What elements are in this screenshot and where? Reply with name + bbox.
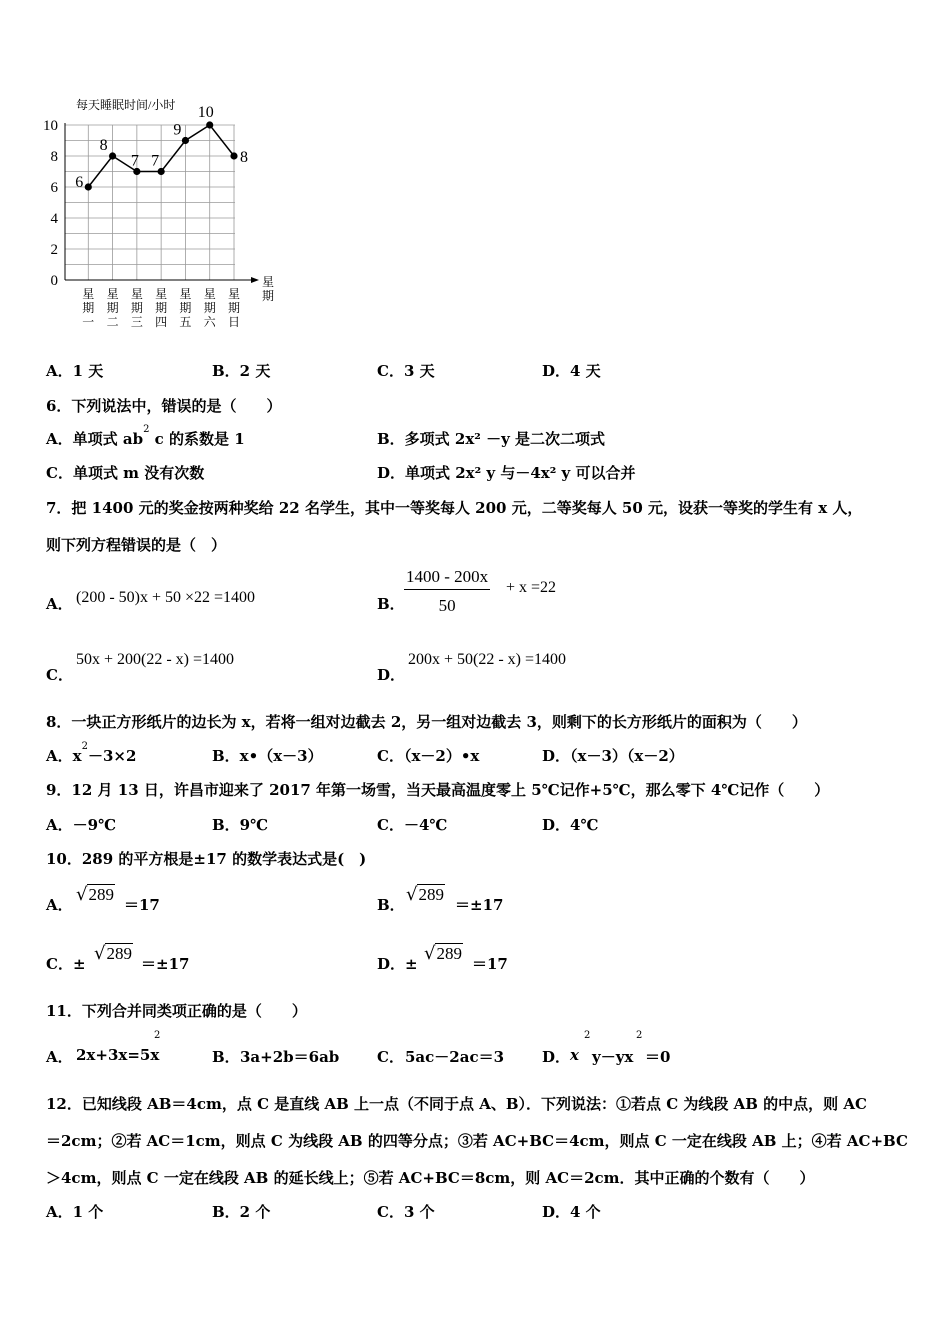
q5-option-c: C．3 天 (377, 362, 435, 380)
x-tick-label: 四 (155, 315, 168, 329)
q11-option-c-label: C． (377, 1048, 404, 1066)
q5-option-b: B．2 天 (212, 362, 271, 380)
q7-option-b-rest: + x =22 (506, 579, 557, 596)
q7-stem-line2: 则下列方程错误的是（ ） (46, 536, 227, 554)
q7-option-a-label: A． (46, 595, 73, 613)
q10-option-d-expr (424, 943, 463, 964)
q7-option-c-label: C． (46, 666, 73, 684)
x-tick-label: 星 (130, 287, 143, 301)
data-point (206, 121, 213, 128)
x-tick-label: 期 (155, 301, 168, 315)
y-tick-label: 6 (50, 180, 58, 196)
q11-option-d-x: x (570, 1046, 579, 1064)
q7-option-d-equation: 200x + 50(22 - x) =1400 (408, 651, 567, 668)
x-tick-label: 期 (82, 301, 95, 315)
q5-option-a: A．1 天 (46, 362, 104, 380)
data-point (85, 183, 92, 190)
q10-stem: 10．289 的平方根是±17 的数学表达式是( ) (46, 850, 367, 868)
y-tick-label: 8 (50, 149, 58, 165)
data-label: 8 (240, 149, 248, 166)
sqrt-289: √289 (424, 943, 462, 964)
q11-option-b-label: B． (212, 1048, 240, 1066)
q12-option-c: C．3 个 (377, 1203, 435, 1221)
x-axis-ticks (82, 287, 240, 329)
q10-option-b-value: ＝±17 (455, 896, 504, 914)
q6-option-c: C．单项式 m 没有次数 (46, 464, 205, 482)
sqrt-289: √289 (94, 943, 132, 964)
sqrt-289: √289 (406, 884, 444, 905)
fraction-numerator: 1400 - 200x (404, 567, 490, 590)
x-tick-label: 六 (203, 315, 216, 329)
q12-stem-line1: 12．已知线段 AB＝4cm，点 C 是直线 AB 上一点（不同于点 A、B）．下列说法：①若点 C 为线段 AB 的中点，则 AC (46, 1095, 867, 1113)
x-tick-label: 期 (130, 301, 143, 315)
sleep-series (75, 104, 248, 191)
q6-option-b: B．多项式 2x² －y 是二次二项式 (377, 430, 606, 448)
q9-option-d: D．4℃ (542, 816, 599, 834)
q8-option-b: B．x•（x－3） (212, 747, 323, 765)
q9-option-b: B．9℃ (212, 816, 269, 834)
q10-option-c-label: C．± (46, 955, 86, 973)
x-tick-label: 期 (203, 301, 216, 315)
x-tick-label: 星 (155, 287, 168, 301)
q6-stem: 6．下列说法中，错误的是（ ） (46, 397, 282, 415)
x-tick-label: 二 (106, 315, 119, 329)
sleep-time-line-chart (40, 95, 330, 335)
data-point (182, 137, 189, 144)
q11-option-b-expr: 3a+2b＝6ab (240, 1048, 340, 1066)
x-tick-label: 三 (130, 315, 143, 329)
q11-option-c-expr: 5ac－2ac＝3 (405, 1048, 505, 1066)
q12-option-a: A．1 个 (46, 1203, 104, 1221)
q12-stem-line2: ＝2cm；②若 AC＝1cm，则点 C 为线段 AB 的四等分点；③若 AC+BC＝4cm，则点 C 一定在线段 AB 上；④若 AC+BC (46, 1132, 908, 1150)
data-label: 9 (173, 121, 182, 139)
q9-option-c: C．－4℃ (377, 816, 448, 834)
x-tick-label: 日 (227, 315, 241, 329)
data-label: 7 (151, 152, 160, 170)
q10-option-a-label: A． (46, 896, 73, 914)
q11-option-a-label: A． (46, 1048, 73, 1066)
y-tick-label: 2 (50, 242, 58, 258)
q10-option-c-expr (94, 943, 133, 964)
q11-option-a-exponent: 2 (154, 1030, 161, 1041)
q10-option-b-label: B． (377, 896, 405, 914)
x-tick-label: 星 (82, 287, 95, 301)
x-tick-label: 星 (106, 287, 119, 301)
y-axis-ticks (43, 118, 59, 289)
q10-option-b-expr (406, 884, 445, 905)
chart-grid (65, 125, 235, 280)
x-tick-label: 五 (179, 315, 192, 329)
x-tick-label: 星 (227, 287, 241, 301)
x-tick-label: 一 (82, 315, 95, 329)
q11-option-d-end: ＝0 (645, 1048, 671, 1066)
q7-option-b-label: B． (377, 595, 405, 613)
data-label: 7 (130, 152, 139, 170)
q11-option-d-mid: y－yx (592, 1048, 634, 1066)
sqrt-289: √289 (76, 884, 114, 905)
data-label: 10 (197, 104, 214, 121)
data-label: 8 (99, 137, 108, 154)
x-tick-label: 星 (179, 287, 192, 301)
chart-title: 每天睡眠时间/小时 (76, 98, 176, 112)
q10-option-a-expr (76, 884, 115, 905)
x-axis-label-char: 期 (261, 289, 275, 303)
q9-option-a: A．－9℃ (46, 816, 117, 834)
x-axis-label-char: 星 (261, 275, 275, 289)
q11-option-d-exponent-2: 2 (636, 1030, 643, 1041)
x-tick-label: 期 (179, 301, 192, 315)
q11-option-d-exponent-1: 2 (584, 1030, 591, 1041)
x-tick-label: 星 (203, 287, 216, 301)
data-label: 6 (75, 174, 84, 191)
data-point (109, 152, 116, 159)
q11-stem: 11．下列合并同类项正确的是（ ） (46, 1002, 307, 1020)
q8-option-a: A．$x^2-3\times 2$ (46, 741, 137, 765)
q10-option-a-value: ＝17 (124, 896, 160, 914)
q7-option-c-equation: 50x + 200(22 - x) =1400 (76, 651, 235, 668)
fraction-denominator: 50 (438, 596, 456, 615)
q7-stem-line1: 7．把 1400 元的奖金按两种奖给 22 名学生，其中一等奖每人 200 元，二等奖每人 50 元，设获一等奖的学生有 x 人， (46, 499, 863, 517)
q10-option-d-label: D．± (377, 955, 418, 973)
q7-option-b-fraction (404, 567, 490, 616)
data-point (230, 152, 237, 159)
q8-stem: 8．一块正方形纸片的边长为 x，若将一组对边截去 2，另一组对边截去 3，则剩下的长方形纸片的面积为（ ） (46, 713, 807, 731)
q10-option-d-value: ＝17 (472, 955, 508, 973)
q6-option-d: D．单项式 2x² y 与－4x² y 可以合并 (377, 464, 636, 482)
q8-option-c: C．（x－2）•x (377, 747, 480, 765)
q11-option-d-label: D． (542, 1048, 571, 1066)
q7-option-d-label: D． (377, 666, 406, 684)
x-axis-arrow (251, 277, 259, 283)
q5-option-d: D．4 天 (542, 362, 601, 380)
chart-axes (65, 123, 259, 283)
y-tick-label: 4 (50, 211, 58, 227)
q11-option-a-expr: 2x+3x=5x (76, 1046, 160, 1064)
x-tick-label: 期 (106, 301, 119, 315)
q10-option-c-value: ＝±17 (141, 955, 190, 973)
q8-option-d: D．（x－3）（x－2） (542, 747, 684, 765)
x-tick-label: 期 (227, 301, 241, 315)
y-tick-label: 0 (50, 273, 58, 289)
q9-stem: 9．12 月 13 日，许昌市迎来了 2017 年第一场雪，当天最高温度零上 5℃记作+5℃，那么零下 4℃记作（ ） (46, 781, 830, 799)
q12-option-d: D．4 个 (542, 1203, 601, 1221)
q12-option-b: B．2 个 (212, 1203, 271, 1221)
y-tick-label: 10 (43, 118, 58, 134)
q6-option-a: A．单项式 $ab^2$ c 的系数是 1 (46, 424, 245, 448)
q7-option-a-equation: (200 - 50)x + 50 ×22 =1400 (76, 589, 256, 606)
q12-stem-line3: ＞4cm，则点 C 一定在线段 AB 的延长线上；⑤若 AC+BC＝8cm，则 AC＝2cm．其中正确的个数有（ ） (46, 1169, 815, 1187)
x-axis-label (262, 275, 274, 303)
